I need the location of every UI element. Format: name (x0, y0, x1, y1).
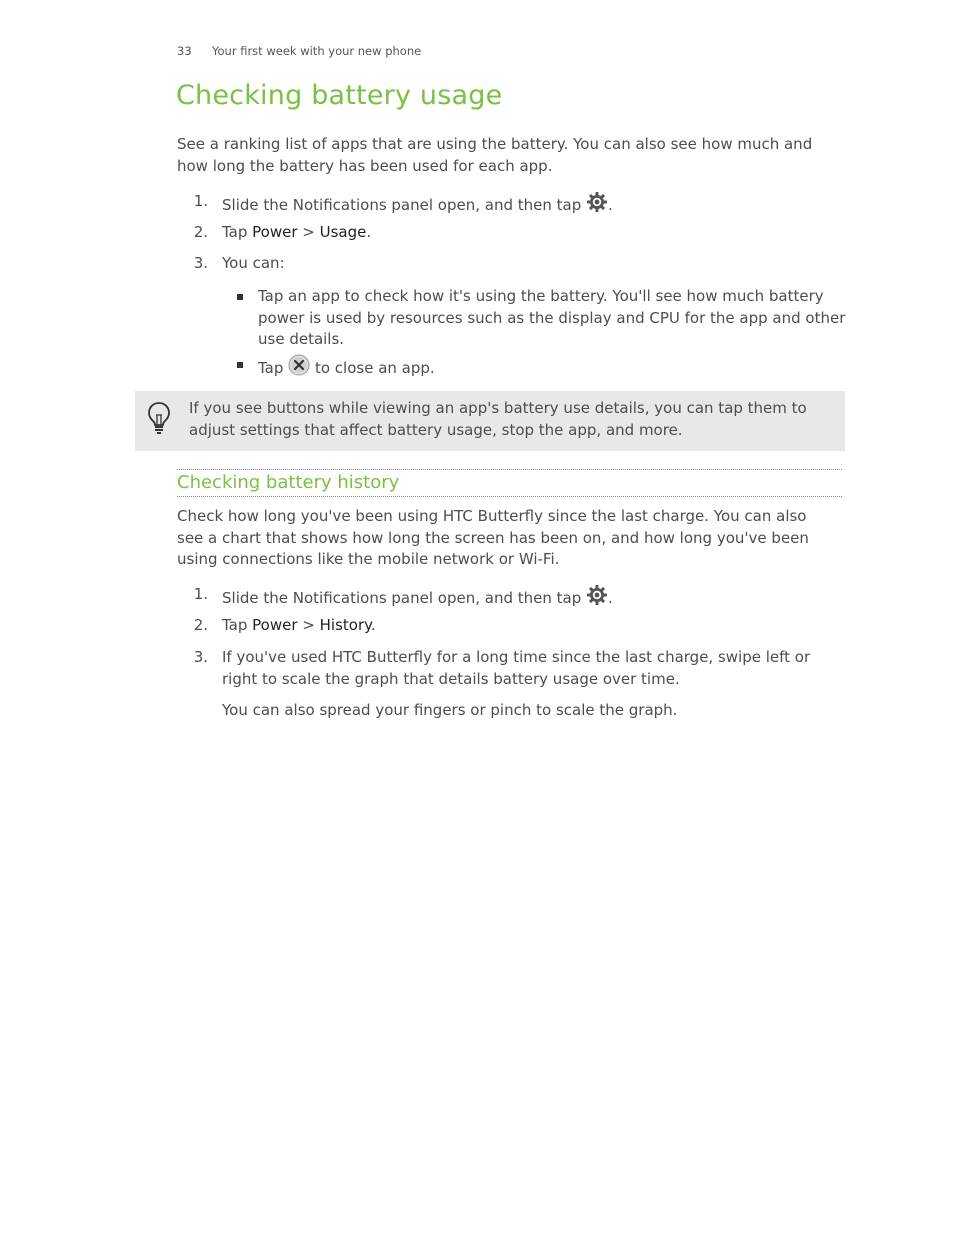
menu-item-usage: Usage (319, 223, 367, 241)
step-number: 1. (193, 192, 208, 210)
bullet-marker (237, 294, 243, 300)
bullet-marker (237, 362, 243, 368)
bullet-text (258, 354, 848, 383)
bullet-pre: Tap (258, 358, 284, 377)
settings-gear-icon (586, 584, 608, 613)
step-text-before: Slide the Notifications panel open, and then tap (222, 195, 582, 214)
step-number: 2. (193, 223, 208, 241)
step-text (222, 222, 371, 244)
page-number: 33 (177, 44, 192, 58)
close-x-icon (288, 354, 310, 383)
step-number: 1. (193, 585, 208, 603)
subsection-intro: Check how long you've been using HTC Butterfly since the last charge. You can also see a chart that shows how long the screen has been on, and how long you've been using connections like the mobile network or Wi-Fi. (177, 507, 809, 569)
step-note: You can also spread your fingers or pinch to scale the graph. (222, 701, 678, 719)
step-text: If you've used HTC Butterfly for a long time since the last charge, swipe left or right to scale the graph that details battery usage over time. (222, 648, 811, 688)
tip-text: If you see buttons while viewing an app's battery use details, you can tap them to adjust settings that affect battery usage, stop the app, and more. (189, 399, 807, 439)
step-number: 3. (193, 254, 208, 272)
section-intro: See a ranking list of apps that are using the battery. You can also see how much and how long the battery has been used for each app. (177, 135, 813, 175)
menu-item-power: Power (252, 616, 298, 634)
settings-gear-icon (586, 191, 608, 220)
step-separator: > (297, 223, 320, 241)
step-text (222, 615, 376, 637)
step-text (222, 584, 613, 613)
section-title: Checking battery usage (176, 80, 503, 111)
chapter-title: Your first week with your new phone (212, 44, 422, 58)
step-post: . (366, 223, 372, 241)
step-post: . (370, 616, 376, 634)
step-separator: > (297, 616, 320, 634)
step-pre: Tap (222, 616, 253, 634)
section-divider-bottom (177, 496, 842, 497)
step-number: 2. (193, 616, 208, 634)
menu-item-power: Power (252, 223, 298, 241)
step-text (222, 191, 613, 220)
step-text-after: . (608, 195, 613, 214)
bullet-post: to close an app. (314, 358, 435, 377)
menu-item-history: History (319, 616, 371, 634)
section-divider-top (177, 469, 842, 470)
subsection-title: Checking battery history (177, 472, 400, 493)
step-pre: Tap (222, 223, 253, 241)
step-text-before: Slide the Notifications panel open, and then tap (222, 588, 582, 607)
step-text: You can: (222, 254, 285, 272)
lightbulb-icon (147, 401, 171, 439)
bullet-text: Tap an app to check how it's using the battery. You'll see how much battery power is used by resources such as the display and CPU for the app and other use details. (258, 287, 846, 348)
step-number: 3. (193, 648, 208, 666)
step-text-after: . (608, 588, 613, 607)
